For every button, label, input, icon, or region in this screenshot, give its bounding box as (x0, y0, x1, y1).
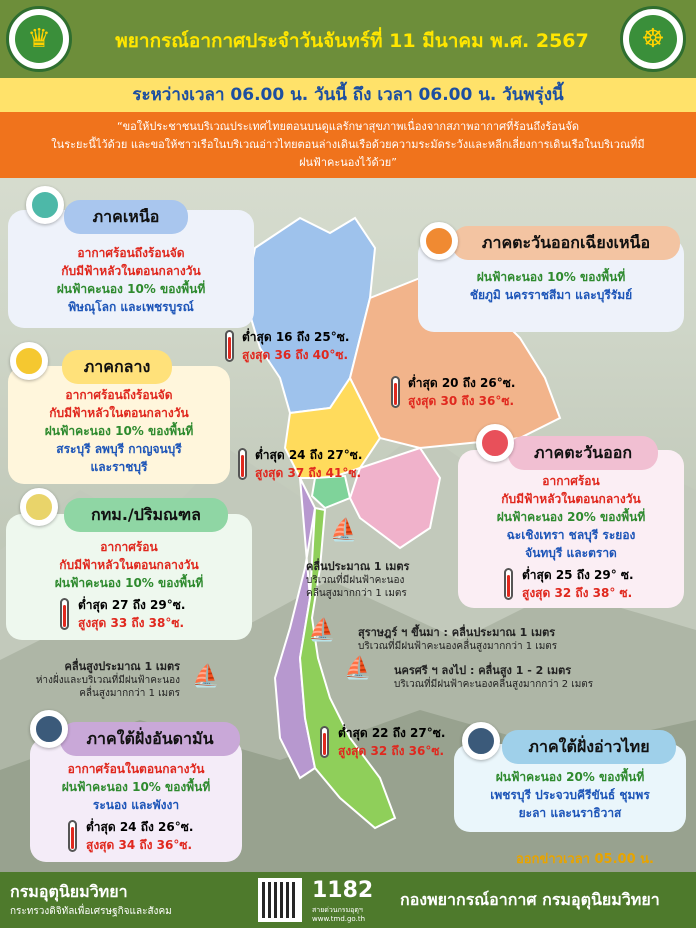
region-south-east-line: ยะลา และนราธิวาส (518, 806, 622, 820)
sea-gulf-upper (306, 560, 409, 600)
sea-gulf-mid (358, 626, 557, 653)
northeast-pin-icon (420, 222, 458, 260)
sea-line: บริเวณที่มีฝนฟ้าคะนองคลื่นสูงมากกว่า 1 เมตร (358, 641, 558, 652)
region-east-card (458, 443, 684, 608)
hotline-label: สายด่วนกรมอุตุฯ (312, 906, 363, 914)
region-south-east-tag: ภาคใต้ฝั่งอ่าวไทย (502, 730, 676, 764)
region-east-line: ฝนฟ้าคะนอง 20% ของพื้นที่ (496, 510, 646, 524)
region-south-east-line: เพชรบุรี ประจวบคีรีขันธ์ ชุมพร (490, 788, 650, 802)
thermometer-icon (238, 448, 247, 480)
region-central-tag: ภาคกลาง (62, 350, 172, 384)
region-north-line: กับมีฟ้าหลัวในตอนกลางวัน (61, 264, 201, 278)
thermometer-icon (391, 376, 400, 408)
footer-division: กองพยากรณ์อากาศ กรมอุตุนิยมวิทยา (400, 890, 660, 909)
region-central-card (8, 357, 230, 484)
region-bangkok-line: ฝนฟ้าคะนอง 10% ของพื้นที่ (54, 576, 204, 590)
region-south-west-line: ฝนฟ้าคะนอง 10% ของพื้นที่ (61, 780, 211, 794)
website-link[interactable]: www.tmd.go.th (312, 915, 365, 923)
region-north-card (8, 207, 254, 328)
east-pin-icon (476, 424, 514, 462)
header-bar (0, 0, 696, 78)
sea-line: บริเวณที่มีฝนฟ้าคะนองคลื่นสูงมากกว่า 2 เมตร (394, 679, 594, 690)
region-east-line: ฉะเชิงเทรา ชลบุรี ระยอง (506, 528, 636, 542)
bangkok-pin-icon (20, 488, 58, 526)
region-north-line: ฝนฟ้าคะนอง 10% ของพื้นที่ (56, 282, 206, 296)
central-tmax: สูงสุด 37 ถึง 41°ซ. (255, 466, 362, 480)
sea-gulf-upper-title: คลื่นประมาณ 1 เมตร (306, 560, 410, 573)
sea-line: คลื่นสูงมากกว่า 1 เมตร (79, 688, 180, 699)
central-tmin: ต่ำสุด 24 ถึง 27°ซ. (255, 448, 363, 462)
south-west-pin-icon (30, 710, 68, 748)
page-title: พยากรณ์อากาศประจำวันจันทร์ที่ 11 มีนาคม พ.ศ. 2567 (115, 30, 589, 52)
region-south-east-line: ฝนฟ้าคะนอง 20% ของพื้นที่ (495, 770, 645, 784)
thermometer-icon (225, 330, 234, 362)
sea-gulf-low (394, 664, 593, 691)
sea-line: ห่างฝั่งและบริเวณที่มีฝนฟ้าคะนอง (35, 675, 180, 686)
central-pin-icon (10, 342, 48, 380)
warning-line: ฝนฟ้าคะนองไว้ด้วย” (299, 156, 397, 169)
northeast-tmin: ต่ำสุด 20 ถึง 26°ซ. (408, 376, 516, 390)
tmd-logo: ☸ (620, 6, 686, 72)
region-central-line: และราชบุรี (90, 460, 148, 474)
region-northeast-line: ฝนฟ้าคะนอง 10% ของพื้นที่ (476, 270, 626, 284)
region-south-west-line: อากาศร้อนในตอนกลางวัน (67, 762, 205, 776)
region-central-line: สระบุรี ลพบุรี กาญจนบุรี (56, 442, 182, 456)
forecast-period: ระหว่างเวลา 06.00 น. วันนี้ ถึง เวลา 06.00 น. วันพรุ่งนี้ (0, 78, 696, 112)
east-tmin: ต่ำสุด 25 ถึง 29° ซ. (522, 568, 634, 582)
footer-org: กรมอุตุนิยมวิทยา (10, 882, 128, 901)
sea-andaman-title: คลื่นสูงประมาณ 1 เมตร (64, 660, 180, 673)
sea-line: คลื่นสูงมากกว่า 1 เมตร (306, 588, 407, 599)
region-central-line: อากาศร้อนถึงร้อนจัด (65, 388, 173, 402)
south-west-tmin: ต่ำสุด 24 ถึง 26°ซ. (86, 820, 194, 834)
sea-gulf-mid-title: สุราษฎร์ ฯ ขึ้นมา : คลื่นประมาณ 1 เมตร (358, 626, 556, 639)
region-north-line: อากาศร้อนถึงร้อนจัด (77, 246, 185, 260)
north-tmax: สูงสุด 36 ถึง 40°ซ. (242, 348, 349, 362)
south-west-tmax: สูงสุด 34 ถึง 36°ซ. (86, 838, 193, 852)
hotline-number[interactable]: 1182 (312, 878, 374, 903)
region-bangkok-line: กับมีฟ้าหลัวในตอนกลางวัน (59, 558, 199, 572)
qr-code-icon[interactable] (258, 878, 302, 922)
region-north-line: พิษณุโลก และเพชรบูรณ์ (68, 300, 194, 314)
ministry-logo: ♛ (6, 6, 72, 72)
region-central-line: กับมีฟ้าหลัวในตอนกลางวัน (49, 406, 189, 420)
boat-icon: ⛵ (192, 664, 220, 689)
region-east-line: กับมีฟ้าหลัวในตอนกลางวัน (501, 492, 641, 506)
region-east-tag: ภาคตะวันออก (508, 436, 658, 470)
north-tmin: ต่ำสุด 16 ถึง 25°ซ. (242, 330, 350, 344)
region-bangkok-card (6, 505, 252, 640)
region-east-line: จันทบุรี และตราด (525, 546, 617, 560)
region-south-west-line: ระนอง และพังงา (92, 798, 180, 812)
northeast-tmax: สูงสุด 30 ถึง 36°ซ. (408, 394, 515, 408)
sea-line: บริเวณที่มีฝนฟ้าคะนอง (306, 575, 405, 586)
south-east-pin-icon (462, 722, 500, 760)
bangkok-tmax: สูงสุด 33 ถึง 38°ซ. (78, 616, 185, 630)
sea-andaman (30, 660, 180, 700)
region-bangkok-tag: กทม./ปริมณฑล (64, 498, 228, 532)
thermometer-icon (504, 568, 513, 600)
thermometer-icon (320, 726, 329, 758)
region-central-line: ฝนฟ้าคะนอง 10% ของพื้นที่ (44, 424, 194, 438)
boat-icon: ⛵ (344, 656, 372, 681)
region-east-line: อากาศร้อน (542, 474, 600, 488)
bangkok-tmin: ต่ำสุด 27 ถึง 29°ซ. (78, 598, 186, 612)
east-tmax: สูงสุด 32 ถึง 38° ซ. (522, 586, 633, 600)
region-northeast-card (418, 233, 684, 332)
footer-ministry: กระทรวงดิจิทัลเพื่อเศรษฐกิจและสังคม (10, 906, 172, 917)
region-northeast-tag: ภาคตะวันออกเฉียงเหนือ (452, 226, 680, 260)
region-north-tag: ภาคเหนือ (64, 200, 188, 234)
boat-icon: ⛵ (330, 518, 358, 543)
south-east-tmin: ต่ำสุด 22 ถึง 27°ซ. (338, 726, 446, 740)
issue-time: ออกข่าวเวลา 05.00 น. (516, 852, 654, 867)
warning-line: ในระยะนี้ไว้ด้วย และขอให้ชาวเรือในบริเวณอ่าวไทยตอนล่างเดินเรือด้วยความระมัดระวังและหลีกเลี่ยงการเดินเรือในบริเวณที่มี (51, 138, 645, 151)
boat-icon: ⛵ (308, 618, 336, 643)
south-east-tmax: สูงสุด 32 ถึง 36°ซ. (338, 744, 445, 758)
sea-gulf-low-title: นครศรี ฯ ลงไป : คลื่นสูง 1 - 2 เมตร (394, 664, 572, 677)
north-pin-icon (26, 186, 64, 224)
warning-line: “ขอให้ประชาชนบริเวณประเทศไทยตอนบนดูแลรักษาสุขภาพเนื่องจากสภาพอากาศที่ร้อนถึงร้อนจัด (116, 120, 580, 133)
footer-website[interactable] (312, 906, 365, 924)
warning-banner (0, 112, 696, 178)
region-south-west-card (30, 729, 242, 862)
region-northeast-line: ชัยภูมิ นครราชสีมา และบุรีรัมย์ (469, 288, 633, 302)
thermometer-icon (60, 598, 69, 630)
thermometer-icon (68, 820, 77, 852)
footer-bar (0, 872, 696, 928)
region-bangkok-line: อากาศร้อน (100, 540, 158, 554)
region-south-west-tag: ภาคใต้ฝั่งอันดามัน (60, 722, 240, 756)
